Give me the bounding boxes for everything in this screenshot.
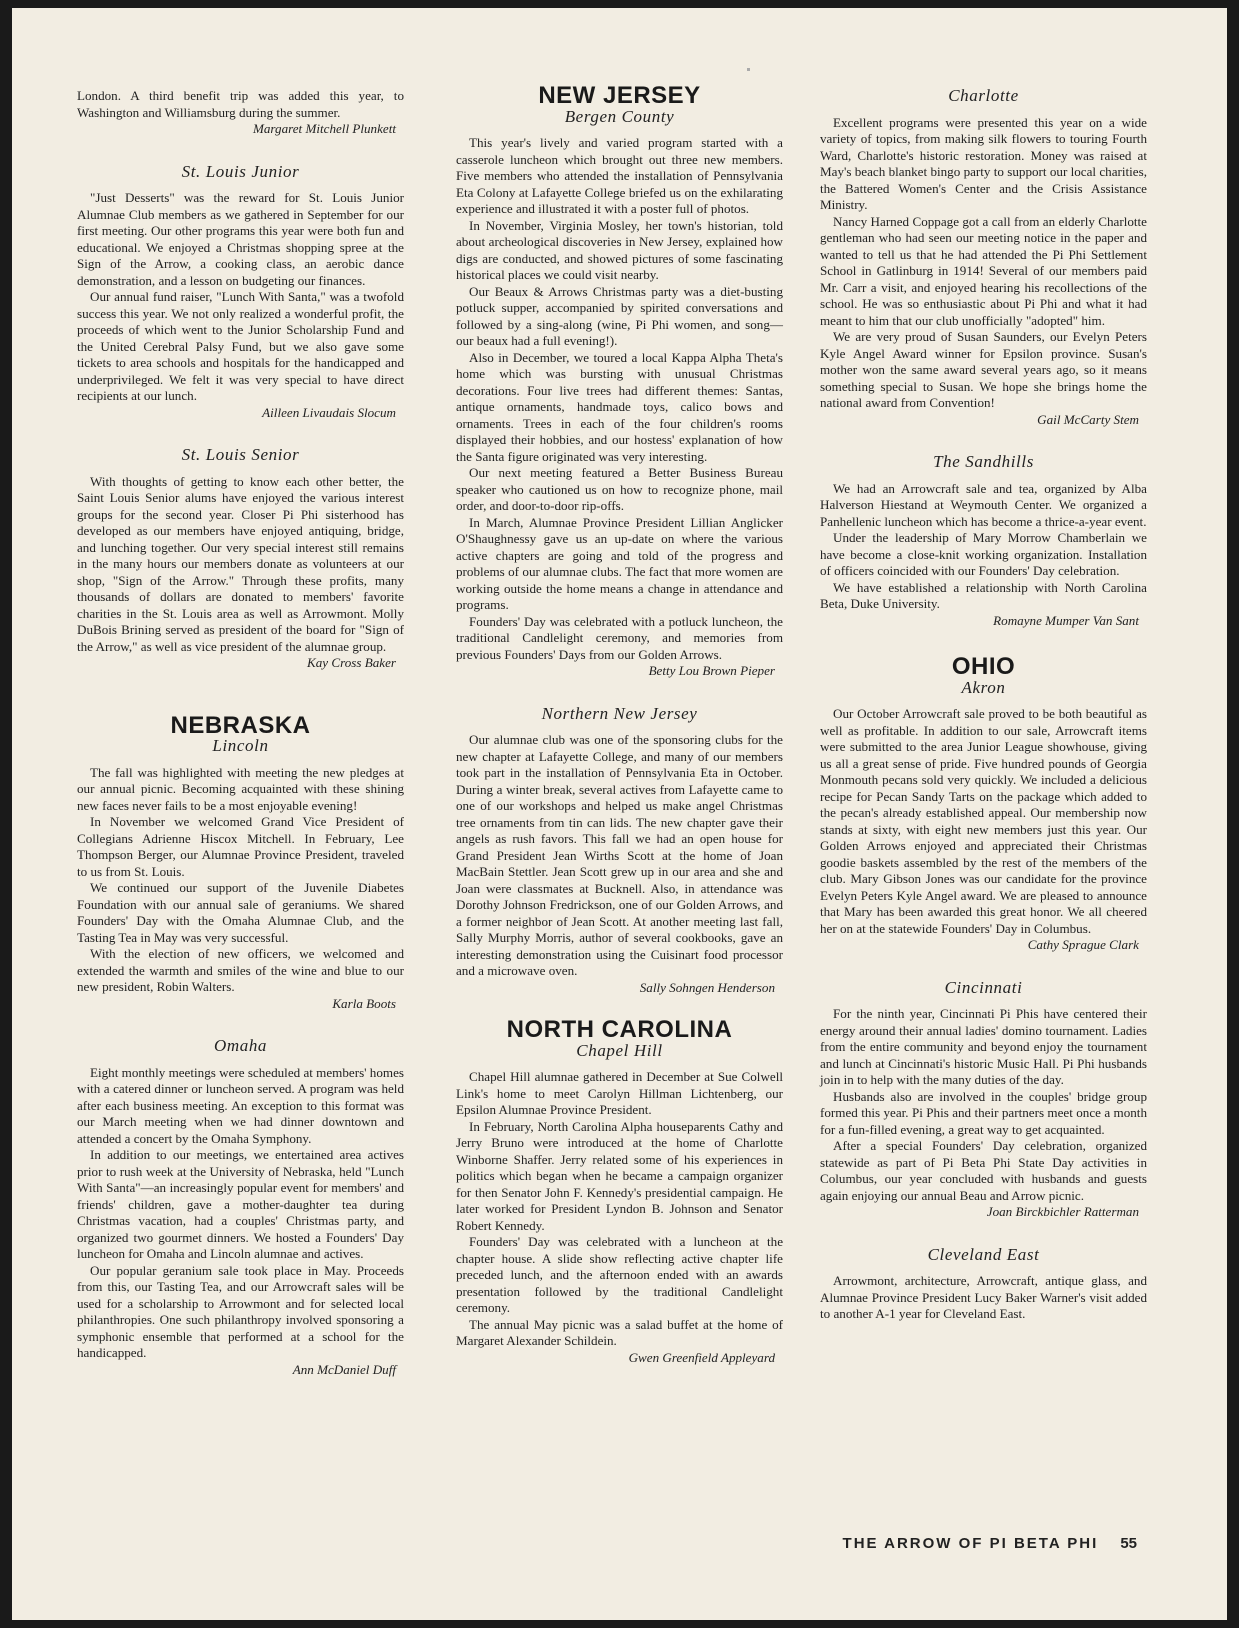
paragraph: Founders' Day was celebrated with a potluck luncheon, the traditional Candlelight ceremony, and memories from previous Founders' Days from our Golden Arrows.	[456, 613, 783, 662]
signature: Ailleen Livaudais Slocum	[262, 404, 396, 420]
paragraph: We had an Arrowcraft sale and tea, organized by Alba Halverson Hiestand at Weymouth Center. We organized a Panhellenic luncheon which has become a thrice-a-year event.	[820, 480, 1147, 529]
signature: Betty Lou Brown Pieper	[648, 663, 775, 678]
club-heading: Charlotte	[948, 86, 1019, 105]
paragraph: Our October Arrowcraft sale proved to be both beautiful as well as profitable. In addition to our sale, Arrowcraft items were submitted to the area Junior League showhouse, giving us all a great sense of pride. Five hundred pounds of Georgia Monmouth pecans sold very quickly. We included a delicious recipe for Pecan Sandy Tarts on the package which added to the pecan's already established appeal. Our membership now stands at sixty, with eight new members just this year. Our Golden Arrows enjoyed and appreciated their Christmas goodie baskets assembled by the rest of the members of the club. Mary Gibson Jones was our candidate for the province Evelyn Peters Kyle Angel award. We are pleased to announce that Mary has been awarded this great honor. We all cheered her on at the statewide Founders' Day in Columbus.	[820, 706, 1147, 936]
paragraph: Chapel Hill alumnae gathered in December at Sue Colwell Link's home to meet Carolyn Hillman Lichtenberg, our Epsilon Alumnae Province President.	[456, 1069, 783, 1117]
state-heading: NEBRASKA	[170, 711, 311, 739]
paragraph: With the election of new officers, we welcomed and extended the warmth and smiles of the wine and blue to our new president, Robin Walters.	[77, 946, 404, 994]
paragraph: In February, North Carolina Alpha houseparents Cathy and Jerry Bruno were introduced at the home of Charlotte Winborne Shaffer. Jerry related some of his experiences in politics which began when he became a campaign organizer for then Senator John F. Kennedy's presidential campaign. He later worked for President Lyndon B. Johnson and Senator Robert Kennedy.	[456, 1118, 783, 1233]
state-heading: NORTH CAROLINA	[506, 1016, 733, 1043]
club-heading: Bergen County	[564, 106, 675, 126]
signature: Ann McDaniel Duff	[292, 1361, 396, 1377]
magazine-page	[12, 8, 1227, 1620]
paragraph: After a special Founders' Day celebration, organized statewide as part of Pi Beta Phi State Day activities in Columbus, our year concluded with husbands and guests again enjoying our annual Beau and Arrow picnic.	[820, 1138, 1147, 1203]
paragraph: Excellent programs were presented this year on a wide variety of topics, from making silk flowers to touring Fourth Ward, Charlotte's historic restoration. Money was raised at May's beach blanket bingo party to support our local charities, the Battered Women's Center and the Crisis Assistance Ministry.	[820, 114, 1147, 212]
signature: Romayne Mumper Van Sant	[993, 612, 1139, 628]
publication-name: THE ARROW OF PI BETA PHI	[842, 1535, 1099, 1552]
signature: Gwen Greenfield Appleyard	[628, 1349, 775, 1365]
paragraph: Our annual fund raiser, "Lunch With Santa," was a twofold success this year. We not only realized a wonderful profit, the proceeds of which went to the Junior Scholarship Fund and the United Cerebral Palsy Fund, but we also gave some tickets to area schools and hospitals for the handicapped and underprivileged. We felt it was very special to have direct recipients at our lunch.	[77, 289, 404, 403]
club-heading: Cincinnati	[944, 977, 1023, 997]
paragraph: We continued our support of the Juvenile Diabetes Foundation with our annual sale of geraniums. We shared Founders' Day with the Omaha Alumnae Club, and the Tasting Tea in May was very successful.	[77, 880, 404, 945]
paragraph: London. A third benefit trip was added this year, to Washington and Williamsburg during the summer.	[77, 88, 404, 120]
club-heading: St. Louis Junior	[181, 161, 300, 181]
club-heading: St. Louis Senior	[181, 445, 300, 464]
signature: Kay Cross Baker	[307, 655, 396, 670]
column-middle	[456, 82, 783, 1366]
state-heading: NEW JERSEY	[538, 82, 701, 109]
signature: Gail McCarty Stem	[1037, 411, 1139, 427]
signature: Cathy Sprague Clark	[1027, 937, 1139, 952]
paragraph: The annual May picnic was a salad buffet at the home of Margaret Alexander Schildein.	[456, 1316, 783, 1348]
signature: Joan Birckbichler Ratterman	[986, 1204, 1139, 1219]
paragraph: We are very proud of Susan Saunders, our Evelyn Peters Kyle Angel Award winner for Epsilon province. Susan's mother won the same award several years ago, so it means something special to Susan. We hope she brings home the national award from Convention!	[820, 329, 1147, 410]
page-footer	[843, 1535, 1137, 1552]
paragraph: In addition to our meetings, we entertained area actives prior to rush week at the University of Nebraska, held "Lunch With Santa"—an increasingly popular event for members' and friends' children, gave a mother-daughter tea during Christmas vacation, had a couples' Christmas party, and organized two gourmet dinners. We hosted a Founders' Day luncheon for Omaha and Lincoln alumnae and actives.	[77, 1147, 404, 1261]
page-number: 55	[1120, 1535, 1137, 1552]
paragraph: With thoughts of getting to know each other better, the Saint Louis Senior alums have enjoyed the various interest groups for the second year. Closer Pi Phi sisterhood has developed as our members have enjoyed antiquing, bridge, and lunching together. Our very special interest still remains in the many hours our members donate as volunteers at our shop, "Sign of the Arrow." Through these profits, many thousands of dollars are donated to members' favorite charities in the St. Louis area as well as Arrowmont. Molly DuBois Brining served as president of the board for "Sign of the Arrow," as well as vice president of the alumnae group.	[77, 473, 404, 654]
paragraph: Our popular geranium sale took place in May. Proceeds from this, our Tasting Tea, and our Arrowcraft sales will be used for a scholarship to Arrowmont and for selected local philanthropies. One such philanthropy involved sponsoring a symphonic ensemble that performed at a school for the handicapped.	[77, 1262, 404, 1360]
paragraph: Nancy Harned Coppage got a call from an elderly Charlotte gentleman who had seen our meeting notice in the paper and wanted to tell us that he had attended the Pi Phi Settlement School in Gatlinburg in 1914! Several of our members paid Mr. Carr a visit, and enjoyed hearing his recollections of the school. He was so enthusiastic about Pi Phi and what it had meant to him that our club unofficially "adopted" him.	[820, 213, 1147, 328]
club-heading: Cleveland East	[927, 1244, 1040, 1264]
club-heading: The Sandhills	[933, 452, 1034, 471]
paragraph: Our next meeting featured a Better Business Bureau speaker who cautioned us on how to recognize phone, mail order, and door-to-door rip-offs.	[456, 465, 783, 513]
paragraph: Founders' Day was celebrated with a luncheon at the chapter house. A slide show reflecting active chapter life preceded lunch, and the afternoon ended with an awards presentation followed by the traditional Candlelight ceremony.	[456, 1234, 783, 1315]
paragraph: Our alumnae club was one of the sponsoring clubs for the new chapter at Lafayette College, and many of our members took part in the installation of Pennsylvania Eta in October. During a winter break, several actives from Lafayette came to one of our workshops and helped us make angel Christmas tree ornaments from tin can lids. The new chapter gave their angels as rush favors. This fall we had an open house for Grand President Jean Wirths Scott at the home of Joan MacBain Stettler. Jean Scott grew up in our area and she and Joan were classmates at Bucknell. Also, in attendance was Dorothy Johnson Fredrickson, one of our Golden Arrows, and a former neighbor of Jean Scott. At another meeting last fall, Sally Murphy Morris, author of several cookbooks, gave an interesting demonstration using the Cuisinart food processor and a microwave oven.	[456, 732, 783, 978]
state-heading: OHIO	[951, 653, 1016, 680]
paragraph: Husbands also are involved in the couples' bridge group formed this year. Pi Phis and their partners meet once a month for a fun-filled evening, a great way to get acquainted.	[820, 1088, 1147, 1137]
club-heading: Akron	[961, 677, 1006, 697]
paragraph: Arrowmont, architecture, Arrowcraft, antique glass, and Alumnae Province President Lucy Baker Warner's visit added to another A-1 year for Cleveland East.	[820, 1273, 1147, 1321]
speck	[747, 68, 750, 71]
paragraph: In November we welcomed Grand Vice President of Collegians Adrienne Hiscox Mitchell. In February, Lee Thompson Berger, our Alumnae Province President, traveled to us from St. Louis.	[77, 814, 404, 879]
paragraph: Under the leadership of Mary Morrow Chamberlain we have become a close-knit working organization. Installation of officers coincided with our Founders' Day celebration.	[820, 530, 1147, 578]
paragraph: We have established a relationship with North Carolina Beta, Duke University.	[820, 579, 1147, 611]
paragraph: Eight monthly meetings were scheduled at members' homes with a catered dinner or luncheon served. A program was held after each business meeting. An exception to this format was our March meeting when we had dinner downtown and attended a concert by the Omaha Symphony.	[77, 1064, 404, 1146]
paragraph: In March, Alumnae Province President Lillian Anglicker O'Shaughnessy gave us an up-date on where the various active chapters are going and told of the progress and problems of our alumnae clubs. The fact that more women are working outside the home means a change in attendance and programs.	[456, 514, 783, 612]
paragraph: In November, Virginia Mosley, her town's historian, told about archeological discoveries in New Jersey, explained how digs are conducted, and showed pictures of some fascinating historical places we could visit nearby.	[456, 217, 783, 282]
paragraph: This year's lively and varied program started with a casserole luncheon which brought out three new members. Five members who attended the installation of Pennsylvania Eta Colony at Lafayette College briefed us on the exhilarating experience and illustrated it with a poster full of photos.	[456, 135, 783, 216]
club-heading: Northern New Jersey	[541, 703, 698, 723]
signature: Margaret Mitchell Plunkett	[252, 121, 396, 136]
club-heading: Chapel Hill	[576, 1040, 663, 1060]
paragraph: "Just Desserts" was the reward for St. Louis Junior Alumnae Club members as we gathered in September for our first meeting. Our other programs this year were both fun and educational. We enjoyed a Christmas shopping spree at the Sign of the Arrow, a cooking class, an aerobic dance demonstration, and a lesson on budgeting our finances.	[77, 190, 404, 288]
club-heading: Lincoln	[212, 736, 269, 755]
signature: Sally Sohngen Henderson	[639, 979, 775, 995]
column-left	[77, 88, 404, 1378]
column-right	[820, 88, 1147, 1323]
signature: Karla Boots	[332, 995, 396, 1011]
paragraph: Also in December, we toured a local Kappa Alpha Theta's home which was bursting with unusual Christmas decorations. Four live trees had different themes: Santas, antique ornaments, handmade toys, calico bows and ornaments. Trees in each of the four children's rooms displayed their hobbies, and our hostess' explanation of how the Santa figure originated was very interesting.	[456, 349, 783, 464]
paragraph: The fall was highlighted with meeting the new pledges at our annual picnic. Becoming acquainted with these shining new faces never fails to be a most enjoyable evening!	[77, 764, 404, 813]
paragraph: For the ninth year, Cincinnati Pi Phis have centered their energy around their annual ladies' domino tournament. Ladies from the entire community and beyond enjoy the tournament and lunch at Cincinnati's historic Music Hall. Pi Phi husbands join in to help with the many duties of the day.	[820, 1006, 1147, 1087]
paragraph: Our Beaux & Arrows Christmas party was a diet-busting potluck supper, accompanied by spirited conversations and followed by a sing-along (wine, Pi Phi women, and song—our beaux had a full evening!).	[456, 283, 783, 348]
club-heading: Omaha	[213, 1036, 268, 1055]
